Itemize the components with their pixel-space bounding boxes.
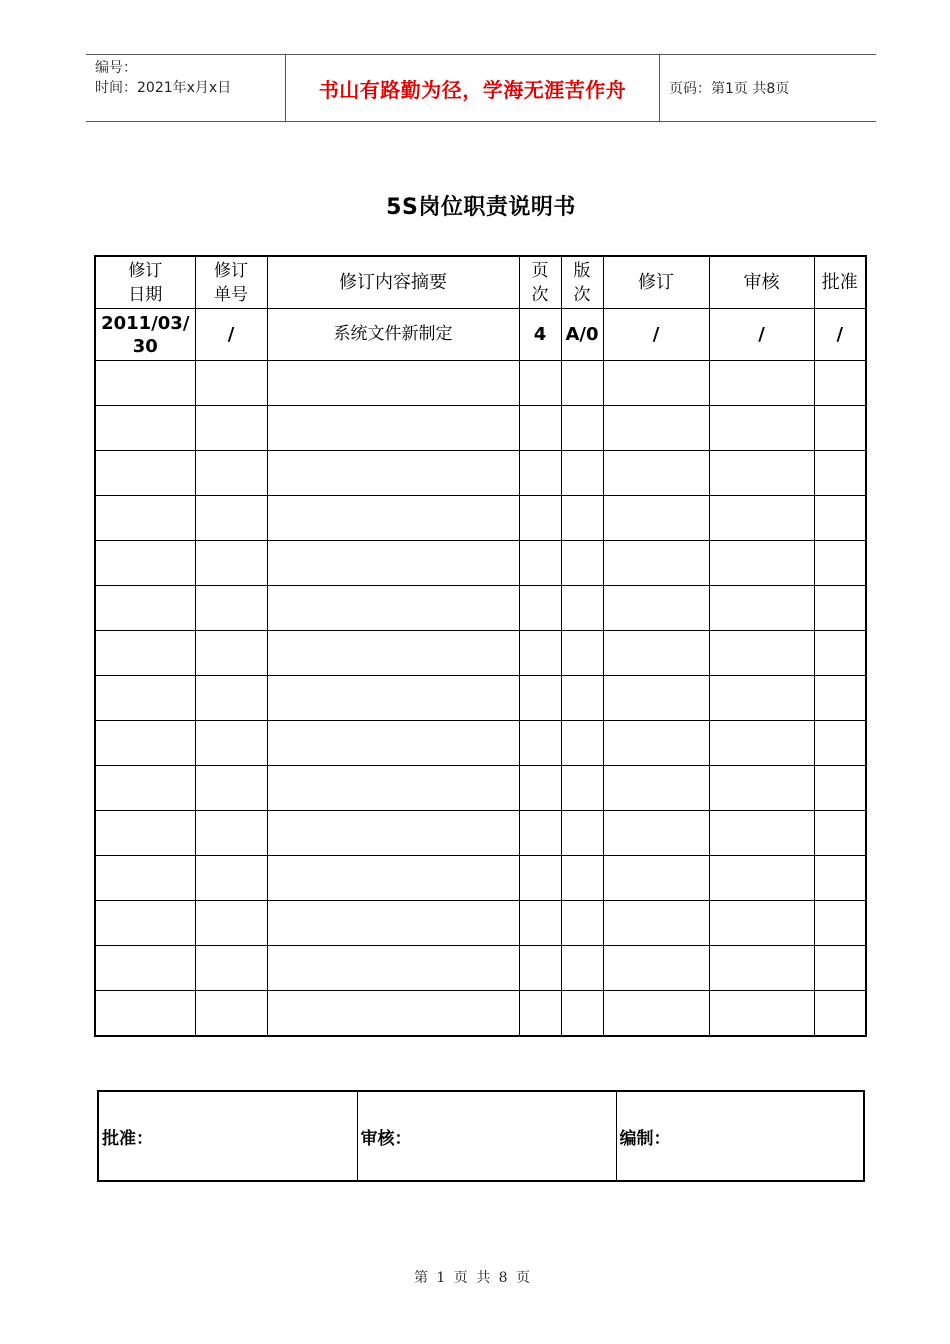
entry-approve: /	[814, 309, 866, 361]
empty-cell	[814, 901, 866, 946]
entry-date: 2011/03/ 30	[95, 309, 195, 361]
empty-cell	[267, 856, 519, 901]
empty-cell	[267, 811, 519, 856]
empty-cell	[519, 406, 561, 451]
empty-cell	[709, 541, 814, 586]
empty-cell	[603, 586, 709, 631]
empty-cell	[709, 721, 814, 766]
empty-cell	[561, 856, 603, 901]
empty-cell	[195, 496, 267, 541]
empty-table-row	[95, 676, 866, 721]
empty-cell	[267, 676, 519, 721]
empty-cell	[603, 991, 709, 1037]
empty-cell	[195, 946, 267, 991]
empty-cell	[814, 451, 866, 496]
empty-cell	[814, 406, 866, 451]
empty-table-row	[95, 766, 866, 811]
header-review: 审核	[709, 256, 814, 309]
empty-cell	[561, 631, 603, 676]
empty-table-row	[95, 901, 866, 946]
empty-cell	[603, 946, 709, 991]
header-revision-date: 修订 日期	[95, 256, 195, 309]
page-header	[86, 54, 876, 122]
empty-cell	[267, 766, 519, 811]
empty-cell	[603, 496, 709, 541]
empty-cell	[519, 721, 561, 766]
empty-cell	[561, 946, 603, 991]
empty-cell	[519, 946, 561, 991]
empty-cell	[709, 586, 814, 631]
empty-cell	[267, 451, 519, 496]
empty-cell	[814, 541, 866, 586]
empty-cell	[603, 901, 709, 946]
revision-table	[94, 255, 867, 1037]
empty-cell	[519, 586, 561, 631]
entry-form-no: /	[195, 309, 267, 361]
signoff-review: 审核：	[357, 1091, 616, 1181]
signoff-row	[98, 1091, 864, 1181]
empty-table-row	[95, 856, 866, 901]
empty-table-row	[95, 631, 866, 676]
empty-cell	[195, 901, 267, 946]
header-revision-form-no: 修订 单号	[195, 256, 267, 309]
header-version: 版 次	[561, 256, 603, 309]
header-number-label: 编号：	[95, 60, 137, 76]
empty-cell	[814, 991, 866, 1037]
empty-cell	[195, 766, 267, 811]
empty-cell	[814, 631, 866, 676]
empty-cell	[561, 541, 603, 586]
empty-cell	[267, 946, 519, 991]
entry-summary: 系统文件新制定	[267, 309, 519, 361]
header-revision-summary: 修订内容摘要	[267, 256, 519, 309]
document-title: 5S岗位职责说明书	[386, 195, 576, 220]
empty-cell	[561, 496, 603, 541]
empty-cell	[519, 811, 561, 856]
empty-cell	[814, 856, 866, 901]
empty-table-row	[95, 991, 866, 1037]
empty-cell	[95, 856, 195, 901]
empty-cell	[709, 631, 814, 676]
empty-cell	[519, 631, 561, 676]
empty-cell	[267, 631, 519, 676]
empty-cell	[709, 946, 814, 991]
empty-cell	[95, 586, 195, 631]
empty-cell	[95, 946, 195, 991]
empty-cell	[561, 811, 603, 856]
header-approve: 批准	[814, 256, 866, 309]
header-revise: 修订	[603, 256, 709, 309]
empty-table-row	[95, 496, 866, 541]
header-time-label: 时间：2021年x月x日	[95, 80, 232, 96]
empty-cell	[814, 676, 866, 721]
empty-cell	[561, 406, 603, 451]
empty-table-row	[95, 586, 866, 631]
empty-table-row	[95, 361, 866, 406]
empty-cell	[561, 901, 603, 946]
empty-cell	[814, 766, 866, 811]
empty-cell	[267, 586, 519, 631]
empty-cell	[603, 451, 709, 496]
empty-cell	[195, 676, 267, 721]
empty-cell	[814, 721, 866, 766]
empty-cell	[519, 541, 561, 586]
empty-cell	[267, 496, 519, 541]
empty-cell	[95, 451, 195, 496]
empty-cell	[561, 361, 603, 406]
empty-cell	[814, 811, 866, 856]
empty-cell	[195, 856, 267, 901]
empty-table-row	[95, 406, 866, 451]
empty-cell	[519, 856, 561, 901]
empty-table-row	[95, 946, 866, 991]
empty-table-row	[95, 451, 866, 496]
empty-table-row	[95, 811, 866, 856]
empty-cell	[267, 721, 519, 766]
entry-version: A/0	[561, 309, 603, 361]
empty-cell	[195, 361, 267, 406]
empty-cell	[195, 991, 267, 1037]
empty-cell	[814, 361, 866, 406]
empty-cell	[561, 991, 603, 1037]
empty-cell	[95, 901, 195, 946]
empty-table-row	[95, 541, 866, 586]
entry-page: 4	[519, 309, 561, 361]
empty-cell	[95, 766, 195, 811]
empty-cell	[561, 586, 603, 631]
empty-cell	[95, 631, 195, 676]
empty-cell	[519, 451, 561, 496]
empty-cell	[709, 406, 814, 451]
signoff-approve: 批准：	[98, 1091, 357, 1181]
empty-cell	[95, 406, 195, 451]
empty-cell	[709, 766, 814, 811]
empty-cell	[603, 676, 709, 721]
empty-cell	[814, 946, 866, 991]
empty-cell	[561, 721, 603, 766]
empty-cell	[95, 676, 195, 721]
empty-cell	[267, 541, 519, 586]
page-footer: 第 1 页 共 8 页	[413, 1270, 531, 1286]
empty-table-row	[95, 721, 866, 766]
empty-cell	[267, 991, 519, 1037]
empty-cell	[519, 361, 561, 406]
empty-cell	[95, 991, 195, 1037]
entry-revise: /	[603, 309, 709, 361]
empty-cell	[603, 541, 709, 586]
empty-cell	[195, 586, 267, 631]
empty-cell	[709, 856, 814, 901]
revision-header-row	[95, 256, 866, 309]
empty-cell	[195, 541, 267, 586]
empty-cell	[95, 811, 195, 856]
header-page: 页 次	[519, 256, 561, 309]
empty-cell	[603, 856, 709, 901]
empty-cell	[195, 451, 267, 496]
empty-cell	[709, 361, 814, 406]
empty-cell	[519, 991, 561, 1037]
empty-cell	[709, 676, 814, 721]
header-page-info: 页码：第1页 共8页	[669, 81, 790, 97]
empty-cell	[95, 496, 195, 541]
empty-cell	[561, 766, 603, 811]
entry-review: /	[709, 309, 814, 361]
signoff-table	[97, 1090, 865, 1182]
empty-cell	[561, 451, 603, 496]
empty-cell	[603, 811, 709, 856]
empty-cell	[709, 811, 814, 856]
empty-cell	[519, 496, 561, 541]
empty-cell	[814, 586, 866, 631]
empty-cell	[709, 901, 814, 946]
empty-cell	[519, 766, 561, 811]
empty-cell	[95, 541, 195, 586]
empty-rows	[95, 361, 866, 1037]
header-meta	[86, 55, 286, 121]
empty-cell	[709, 451, 814, 496]
empty-cell	[603, 721, 709, 766]
empty-cell	[709, 496, 814, 541]
table-row	[95, 309, 866, 361]
empty-cell	[267, 361, 519, 406]
empty-cell	[195, 811, 267, 856]
empty-cell	[95, 721, 195, 766]
empty-cell	[195, 406, 267, 451]
empty-cell	[603, 631, 709, 676]
empty-cell	[709, 991, 814, 1037]
empty-cell	[267, 406, 519, 451]
empty-cell	[95, 361, 195, 406]
empty-cell	[561, 676, 603, 721]
empty-cell	[195, 631, 267, 676]
empty-cell	[603, 406, 709, 451]
signoff-compile: 编制：	[616, 1091, 864, 1181]
empty-cell	[603, 766, 709, 811]
empty-cell	[267, 901, 519, 946]
empty-cell	[519, 901, 561, 946]
empty-cell	[603, 361, 709, 406]
empty-cell	[195, 721, 267, 766]
empty-cell	[814, 496, 866, 541]
header-motto: 书山有路勤为径，学海无涯苦作舟	[286, 55, 660, 121]
empty-cell	[519, 676, 561, 721]
